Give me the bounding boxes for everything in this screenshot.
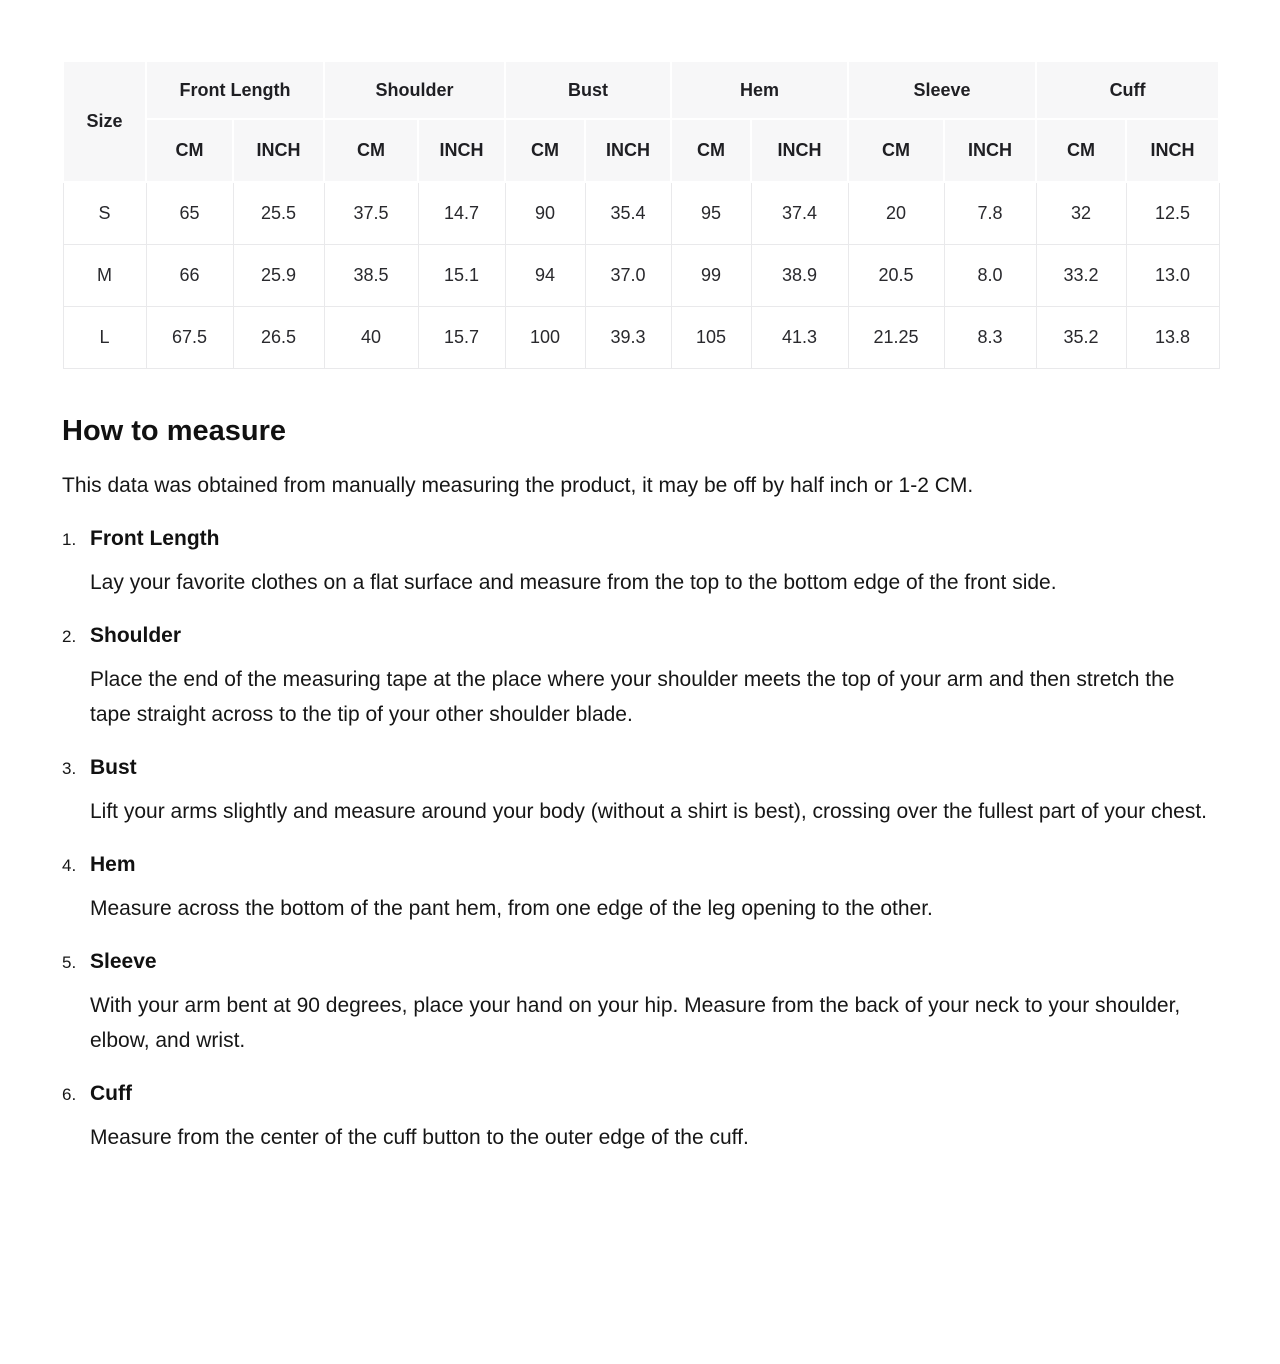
measurement-value: 20.5 [848, 244, 944, 306]
list-item-shoulder [62, 624, 1218, 732]
unit-header-inch: INCH [1126, 119, 1219, 182]
size-label: L [63, 306, 146, 368]
measurement-value: 13.8 [1126, 306, 1219, 368]
list-item-sleeve [62, 950, 1218, 1058]
list-item-description: Measure across the bottom of the pant hem, from one edge of the leg opening to the other. [90, 896, 933, 920]
list-item-description: Measure from the center of the cuff button to the outer edge of the cuff. [90, 1125, 749, 1149]
measurement-value: 25.5 [233, 182, 324, 244]
measurement-value: 94 [505, 244, 585, 306]
list-item-bust [62, 756, 1218, 829]
table-unit-header-row [63, 119, 1219, 182]
table-row-size-s [63, 182, 1219, 244]
list-item-hem [62, 853, 1218, 926]
table-row-size-m [63, 244, 1219, 306]
measurement-value: 25.9 [233, 244, 324, 306]
measurement-value: 15.1 [418, 244, 505, 306]
list-item-title: Hem [90, 852, 136, 876]
size-label: S [63, 182, 146, 244]
size-chart-table [62, 60, 1220, 369]
measurement-value: 26.5 [233, 306, 324, 368]
column-group-front-length: Front Length [146, 61, 324, 119]
list-item-title: Cuff [90, 1081, 132, 1105]
measurement-value: 21.25 [848, 306, 944, 368]
measurement-value: 8.3 [944, 306, 1036, 368]
measurement-value: 100 [505, 306, 585, 368]
unit-header-cm: CM [146, 119, 233, 182]
unit-header-inch: INCH [751, 119, 848, 182]
measurement-value: 14.7 [418, 182, 505, 244]
measurement-value: 66 [146, 244, 233, 306]
measurement-value: 41.3 [751, 306, 848, 368]
column-group-shoulder: Shoulder [324, 61, 505, 119]
measurement-value: 65 [146, 182, 233, 244]
list-item-number: 3. [62, 758, 77, 778]
measurement-value: 99 [671, 244, 751, 306]
list-item-title: Shoulder [90, 623, 182, 647]
measurement-value: 40 [324, 306, 418, 368]
measurement-value: 12.5 [1126, 182, 1219, 244]
unit-header-cm: CM [848, 119, 944, 182]
unit-header-inch: INCH [418, 119, 505, 182]
list-item-number: 5. [62, 952, 77, 972]
measurement-value: 67.5 [146, 306, 233, 368]
size-guide-page [62, 60, 1218, 1229]
measurement-value: 8.0 [944, 244, 1036, 306]
measurement-value: 33.2 [1036, 244, 1126, 306]
measurement-value: 37.0 [585, 244, 671, 306]
measurement-value: 37.4 [751, 182, 848, 244]
measurement-value: 32 [1036, 182, 1126, 244]
list-item-description: Lift your arms slightly and measure around your body (without a shirt is best), crossing over the fullest part of your chest. [90, 799, 1208, 823]
size-label: M [63, 244, 146, 306]
measurement-value: 38.5 [324, 244, 418, 306]
measurement-value: 13.0 [1126, 244, 1219, 306]
list-item-number: 4. [62, 855, 77, 875]
table-row-size-l [63, 306, 1219, 368]
list-item-title: Front Length [90, 526, 220, 550]
intro-text: This data was obtained from manually measuring the product, it may be off by half inch or 1-2 CM. [62, 473, 974, 497]
list-item-number: 6. [62, 1084, 77, 1104]
measurement-value: 95 [671, 182, 751, 244]
measure-instructions-list [62, 527, 1218, 1155]
unit-header-inch: INCH [585, 119, 671, 182]
list-item-description: With your arm bent at 90 degrees, place your hand on your hip. Measure from the back of your neck to your shoulder, elbow, and wrist. [90, 993, 1181, 1052]
list-item-cuff [62, 1082, 1218, 1155]
column-group-cuff: Cuff [1036, 61, 1219, 119]
unit-header-cm: CM [505, 119, 585, 182]
measurement-value: 20 [848, 182, 944, 244]
measurement-value: 39.3 [585, 306, 671, 368]
measurement-value: 38.9 [751, 244, 848, 306]
unit-header-inch: INCH [233, 119, 324, 182]
measurement-value: 35.2 [1036, 306, 1126, 368]
column-group-sleeve: Sleeve [848, 61, 1036, 119]
unit-header-inch: INCH [944, 119, 1036, 182]
column-group-hem: Hem [671, 61, 848, 119]
table-group-header-row [63, 61, 1219, 119]
unit-header-cm: CM [671, 119, 751, 182]
measurement-value: 35.4 [585, 182, 671, 244]
column-group-bust: Bust [505, 61, 671, 119]
list-item-number: 1. [62, 529, 77, 549]
measurement-value: 37.5 [324, 182, 418, 244]
unit-header-cm: CM [1036, 119, 1126, 182]
list-item-number: 2. [62, 626, 77, 646]
list-item-description: Lay your favorite clothes on a flat surface and measure from the top to the bottom edge of the front side. [90, 570, 1057, 594]
measurement-value: 15.7 [418, 306, 505, 368]
measurement-value: 105 [671, 306, 751, 368]
column-header-size: Size [63, 61, 146, 182]
measurement-value: 7.8 [944, 182, 1036, 244]
list-item-description: Place the end of the measuring tape at the place where your shoulder meets the top of your arm and then stretch the tape straight across to the tip of your other shoulder blade. [90, 667, 1175, 726]
list-item-title: Bust [90, 755, 137, 779]
section-heading: How to measure [62, 414, 286, 447]
list-item-title: Sleeve [90, 949, 157, 973]
list-item-front-length [62, 527, 1218, 600]
measurement-value: 90 [505, 182, 585, 244]
unit-header-cm: CM [324, 119, 418, 182]
